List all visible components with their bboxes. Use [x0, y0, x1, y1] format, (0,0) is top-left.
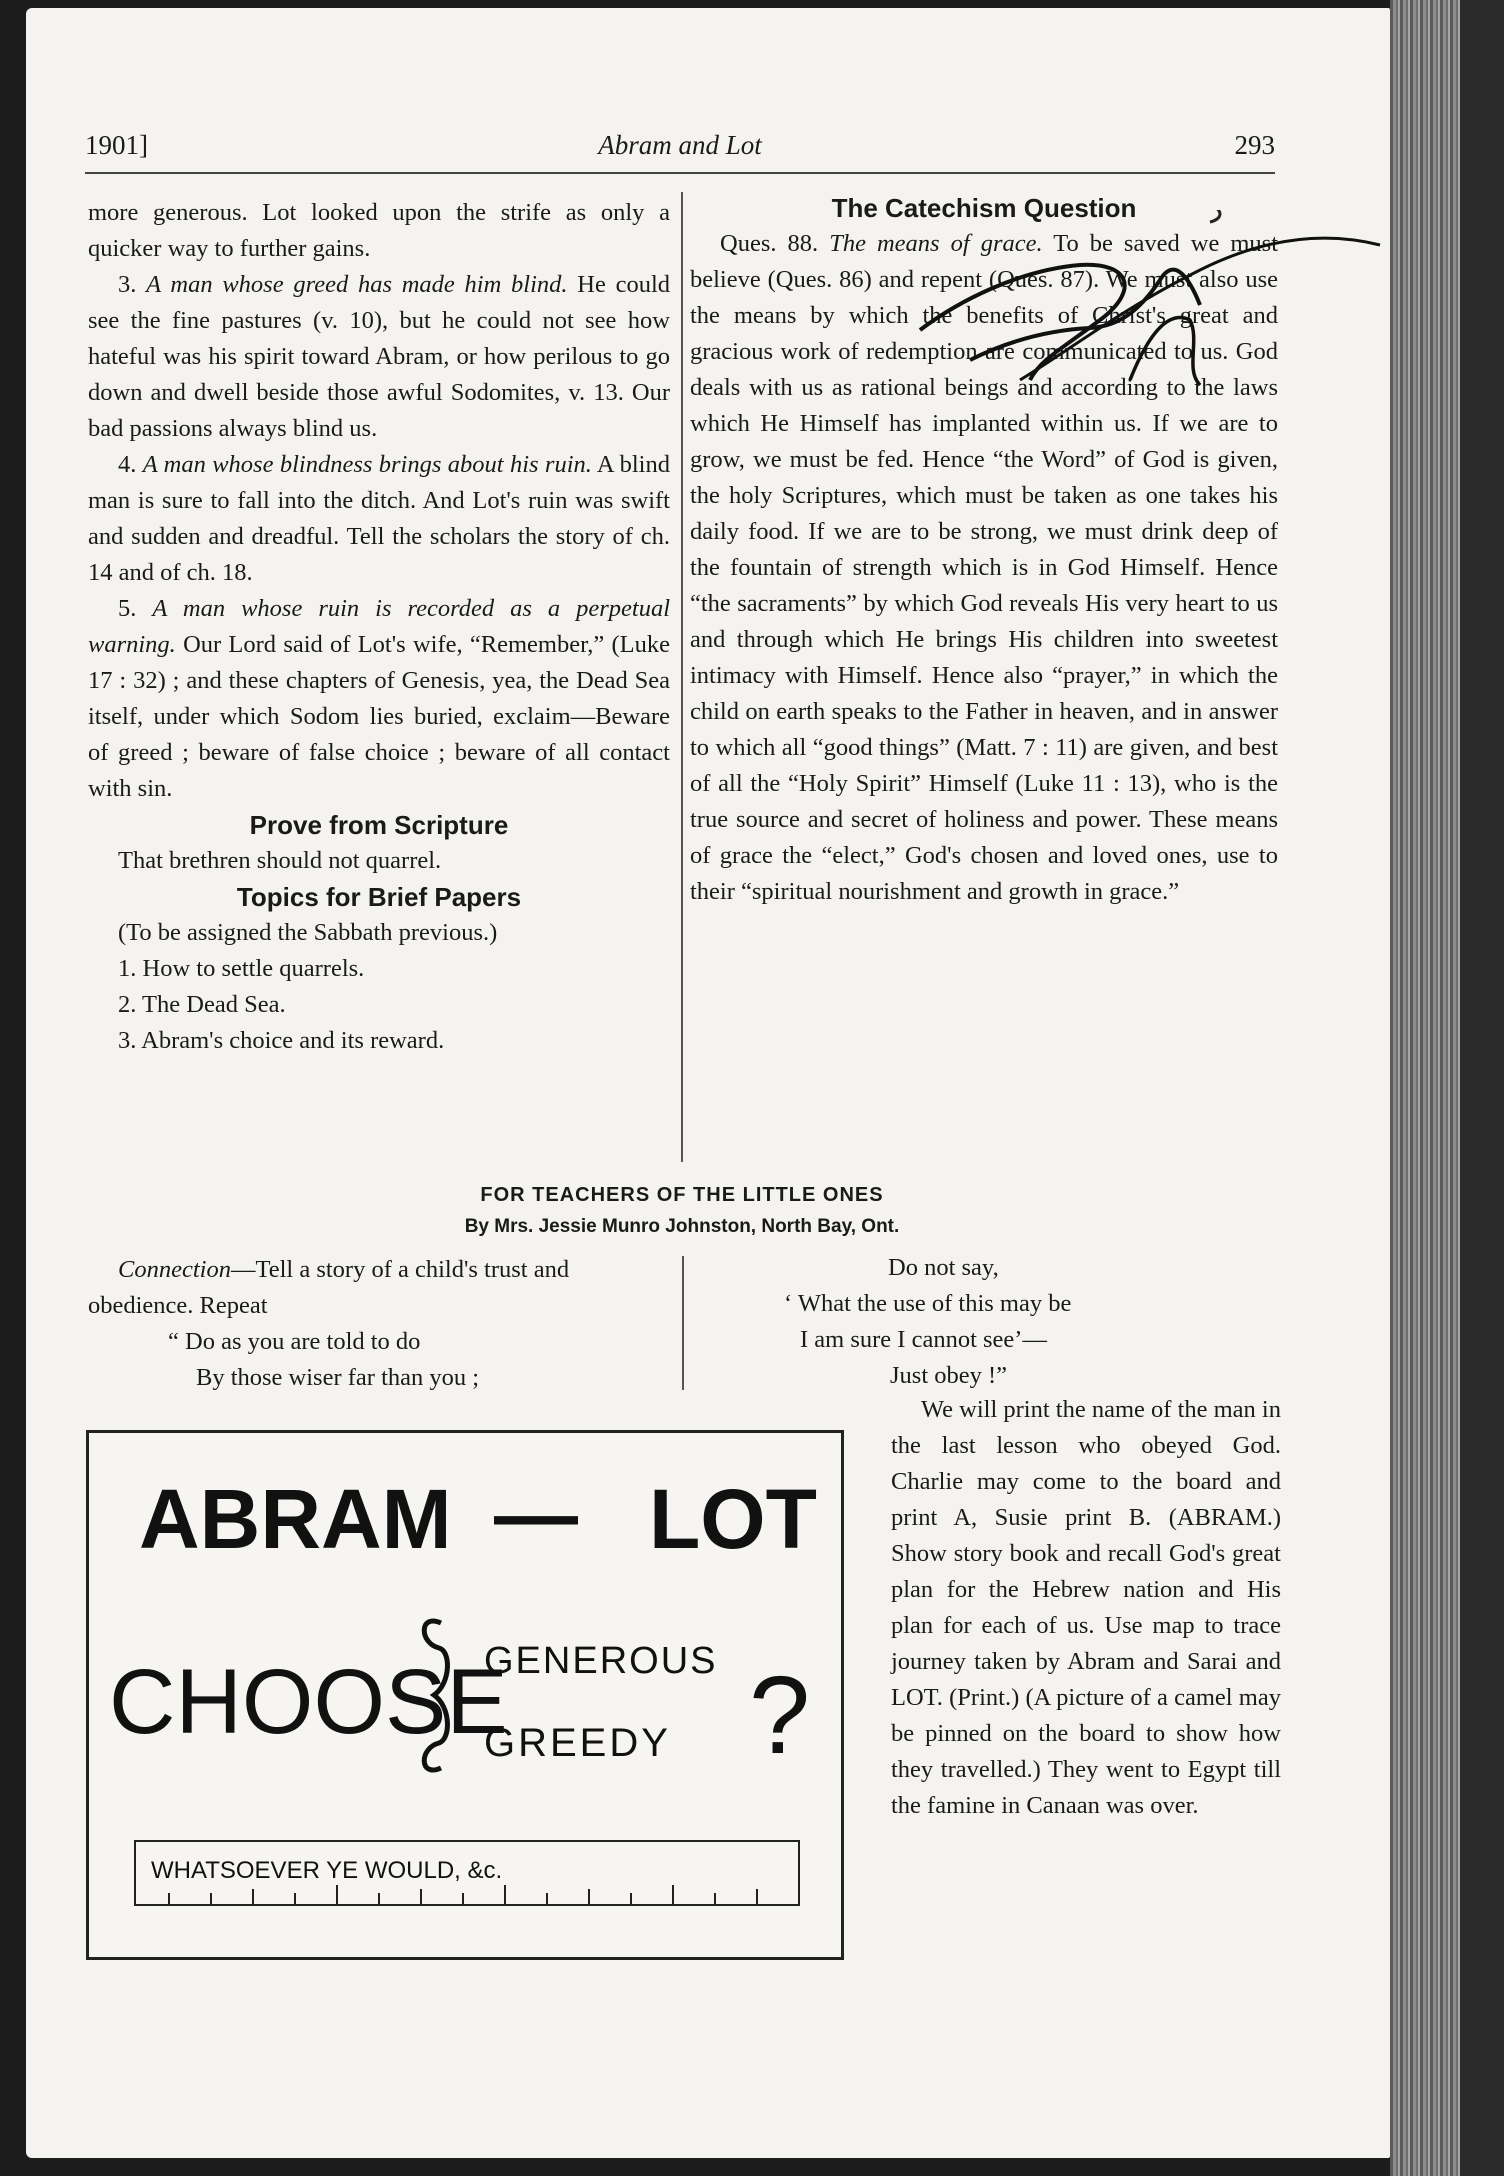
poem: [700, 1250, 1260, 1394]
column-divider: [682, 1256, 684, 1390]
prove-heading: Prove from Scripture: [249, 810, 509, 840]
intro-paragraph: more generous. Lot looked upon the strife as only a quicker way to further gains.: [88, 199, 670, 262]
running-header: [85, 130, 1275, 174]
connection-paragraph: Connection—Tell a story of a child's trust and obedience. Repeat “ Do as you are told to do By those wiser far than you ;: [88, 1252, 670, 1396]
poem-line: I am sure I cannot see’—: [800, 1326, 1047, 1353]
catechism-question-title: The means of grace.: [829, 230, 1043, 257]
point-4-title: A man whose blindness brings about his ruin.: [142, 451, 592, 478]
catechism-heading: The Catechism Question: [831, 193, 1137, 223]
board-ruler-text: WHATSOEVER YE WOULD, &c.: [151, 1857, 503, 1884]
blackboard-illustration: [86, 1430, 844, 1960]
header-year: 1901]: [85, 130, 148, 160]
board-option-generous: GENEROUS: [484, 1640, 718, 1682]
prove-text: That brethren should not quarrel.: [118, 847, 442, 874]
connection-label: Connection: [118, 1256, 231, 1283]
section-byline: By Mrs. Jessie Munro Johnston, North Bay, Ont.: [464, 1216, 900, 1237]
header-title: Abram and Lot: [598, 130, 762, 160]
topic-item: 2. The Dead Sea.: [118, 991, 286, 1018]
left-column: [88, 195, 670, 1059]
board-dash: —: [494, 1467, 578, 1561]
point-3: 3. A man whose greed has made him blind. He could see the fine pastures (v. 10), but he could not see how hateful was his spirit toward Abram, or how perilous to go down and dwell beside those awful Sodomites, v. 13. Our bad passions always blind us.: [88, 271, 671, 442]
topic-item: 1. How to settle quarrels.: [118, 955, 365, 982]
board-question-mark: ?: [749, 1654, 811, 1777]
topic-item: 3. Abram's choice and its reward.: [118, 1027, 445, 1054]
lesson-paragraph: We will print the name of the man in the last lesson who obeyed God. Charlie may come to the board and print A, Susie print B. (ABRAM.) Show story book and recall God's great plan for the Hebrew nation and His plan for each of us. Use map to trace journey taken by Abram and Sarai and LOT. (Print.) (A picture of a camel may be pinned on the board to show how they travelled.) They went to Egypt till the famine in Canaan was over.: [891, 1396, 1281, 1819]
verse-line-1: “ Do as you are told to do: [168, 1328, 421, 1355]
board-option-greedy: GREEDY: [484, 1721, 671, 1765]
topics-heading: Topics for Brief Papers: [236, 882, 522, 912]
poem-line: Just obey !”: [890, 1362, 1008, 1389]
section-title: FOR TEACHERS OF THE LITTLE ONES: [480, 1184, 884, 1206]
catechism-body: Ques. 88. The means of grace. To be saved we must believe (Ques. 86) and repent (Ques. 87). We must also use the means by which the benefits of Christ's great and gracious work of redemption are communicated to us. God deals with us as rational beings and according to the laws which He Himself has implanted within us. If we are to grow, we must be fed. Hence “the Word” of God is given, the holy Scriptures, which must be taken as one takes his daily food. If we are to be strong, we must drink deep of the fountain of strength which is in God Himself. Hence “the sacraments” by which God reveals His very heart to us and through which He brings His children into sweetest intimacy with Himself. Hence also “prayer,” in which the child on earth speaks to the Father in heaven, and in answer to which all “good things” (Matt. 7 : 11) are given, and best of all the “Holy Spirit” Himself (Luke 11 : 13), who is the true source and secret of holiness and power. These means of grace the “elect,” God's chosen and loved ones, use to their “spiritual nourishment and growth in grace.”: [690, 230, 1278, 905]
point-5-title: A man whose ruin is recorded as a perpetual warning.: [88, 595, 671, 658]
point-5: 5. A man whose ruin is recorded as a perpetual warning. Our Lord said of Lot's wife, “Remember,” (Luke 17 : 32) ; and these chapters of Genesis, yea, the Dead Sea itself, under which Sodom lies buried, exclaim—Beware of greed ; beware of false choice ; beware of all contact with sin.: [88, 595, 671, 802]
point-3-title: A man whose greed has made him blind.: [146, 271, 568, 298]
poem-line: ‘ What the use of this may be: [784, 1290, 1072, 1317]
board-ruler-ticks: [169, 1885, 757, 1905]
poem-line: Do not say,: [888, 1254, 999, 1281]
blackboard-drawing: [89, 1433, 841, 1957]
page-number: 293: [1234, 130, 1275, 160]
point-4: 4. A man whose blindness brings about his ruin. A blind man is sure to fall into the ditch. And Lot's ruin was swift and sudden and dreadful. Tell the scholars the story of ch. 14 and of ch. 18.: [88, 451, 670, 586]
board-word-choose: CHOOSE: [109, 1651, 508, 1753]
board-word-lot: LOT: [649, 1472, 817, 1566]
handwritten-signature-mark: [900, 210, 1400, 430]
topics-note: (To be assigned the Sabbath previous.): [118, 919, 498, 946]
board-word-abram: ABRAM: [139, 1472, 452, 1566]
column-divider: [681, 192, 683, 1162]
verse-line-2: By those wiser far than you ;: [196, 1364, 480, 1391]
book-page-edges: [1390, 0, 1504, 2176]
